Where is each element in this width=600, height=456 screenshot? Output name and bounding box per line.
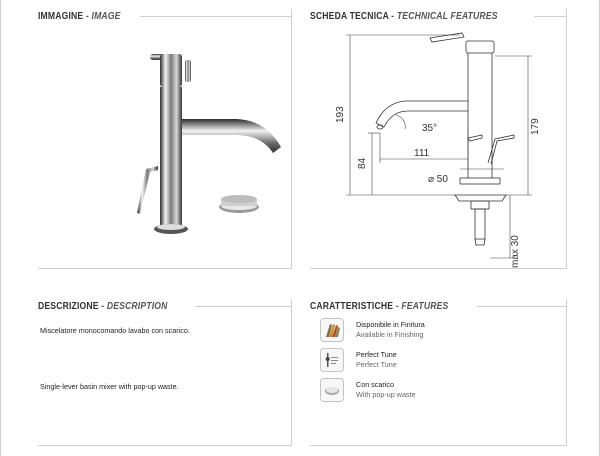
perfect-tune-icon xyxy=(320,348,344,372)
faucet-drain-rod xyxy=(137,166,158,214)
dim-max-thickness: max 30 xyxy=(510,235,521,268)
feat-title-it: CARATTERISTICHE xyxy=(310,300,394,312)
desc-title-en: DESCRIPTION xyxy=(106,300,168,312)
dim-base-diameter: ⌀ 50 xyxy=(428,174,448,185)
feature-finishing-en: Available in Finishing xyxy=(356,330,424,339)
description-panel-title xyxy=(38,301,173,312)
desc-title-separator: - xyxy=(101,300,105,312)
feature-popup-waste-it: Con scarico xyxy=(356,380,394,389)
tech-title-en: TECHNICAL FEATURES xyxy=(396,10,498,22)
image-title-en: IMAGE xyxy=(91,10,121,22)
technical-drawing xyxy=(310,23,567,269)
desc-title-it: DESCRIZIONE xyxy=(38,300,99,312)
feature-popup-waste-en: With pop-up waste xyxy=(356,390,416,399)
tech-title-it: SCHEDA TECNICA xyxy=(310,10,389,22)
technical-panel-header xyxy=(310,9,566,23)
feature-item-perfect-tune xyxy=(320,348,397,372)
image-title-it: IMMAGINE xyxy=(38,10,84,22)
popup-waste-icon xyxy=(320,378,344,402)
dim-reach: 111 xyxy=(414,148,430,159)
faucet-photo xyxy=(106,39,286,259)
feature-finishing-it: Disponibile in Finitura xyxy=(356,320,425,329)
tech-title-separator: - xyxy=(391,10,395,22)
technical-panel xyxy=(310,9,567,269)
image-panel-rule xyxy=(140,16,291,17)
feat-title-separator: - xyxy=(395,300,399,312)
dim-angle: 35° xyxy=(422,123,438,134)
image-panel-title xyxy=(38,11,126,22)
technical-panel-title xyxy=(310,11,503,22)
features-panel-rule xyxy=(477,306,566,307)
features-panel-title xyxy=(310,301,454,312)
description-panel-rule xyxy=(195,306,291,307)
dim-total-height: 193 xyxy=(335,106,346,123)
dim-spout-height: 84 xyxy=(357,157,368,169)
drawing-faucet-outline xyxy=(376,33,514,245)
dimension-lines xyxy=(346,35,532,258)
feature-perfect-tune-en: Perfect Tune xyxy=(356,360,397,369)
features-panel-header xyxy=(310,299,566,313)
features-panel xyxy=(310,299,567,446)
image-panel-header xyxy=(38,9,291,23)
description-panel xyxy=(38,299,292,446)
feat-title-en: FEATURES xyxy=(401,300,449,312)
feature-item-finishing xyxy=(320,318,425,342)
description-italian: Miscelatore monocomando lavabo con scarico. xyxy=(40,326,190,335)
image-title-separator: - xyxy=(85,10,89,22)
technical-panel-rule xyxy=(534,16,566,17)
description-english: Single-lever basin mixer with pop-up waste. xyxy=(40,382,179,391)
dim-body-height: 179 xyxy=(530,118,541,135)
image-panel xyxy=(38,9,292,269)
feature-item-popup-waste xyxy=(320,378,416,402)
faucet-spout xyxy=(182,119,281,153)
popup-waste-plug xyxy=(219,195,259,213)
finish-swatches-icon xyxy=(320,318,344,342)
description-panel-header xyxy=(38,299,291,313)
page-edge-left xyxy=(0,0,1,456)
feature-perfect-tune-it: Perfect Tune xyxy=(356,350,397,359)
faucet-body xyxy=(154,54,188,234)
